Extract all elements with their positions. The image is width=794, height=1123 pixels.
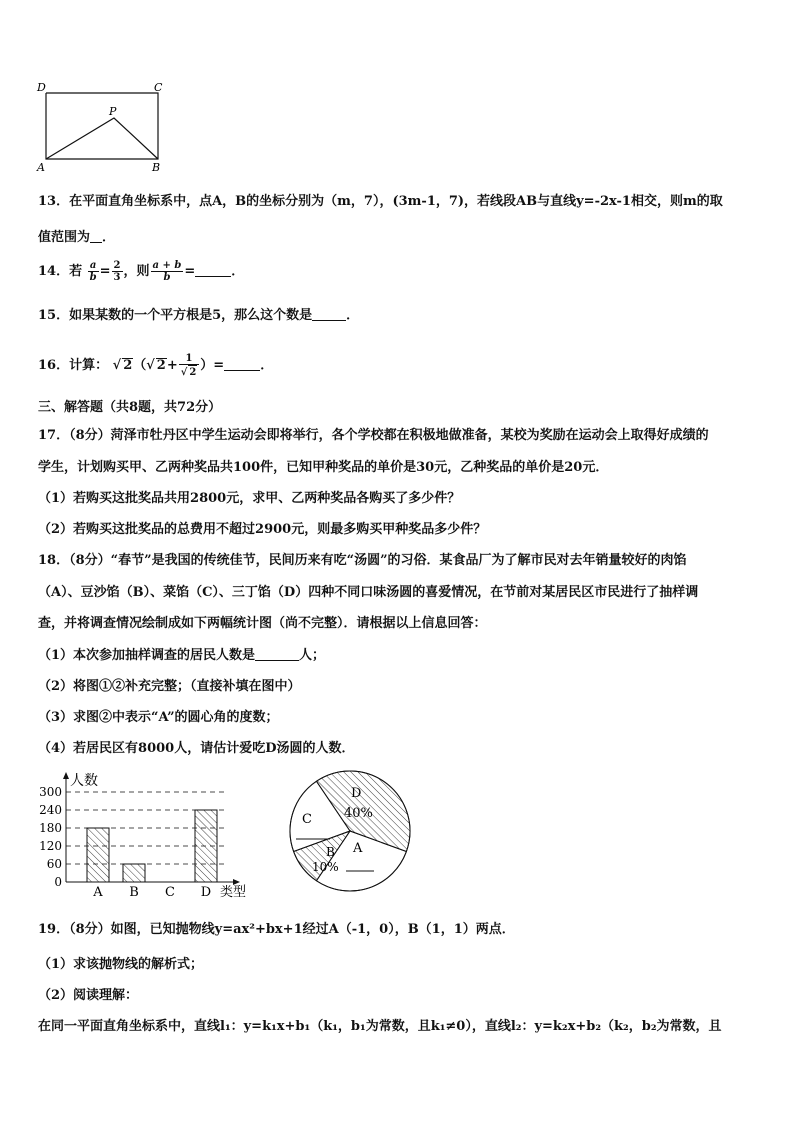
- question-18-part3: （3）求图②中表示“A”的圆心角的度数；: [38, 710, 279, 725]
- slice-a-label: A: [353, 841, 363, 856]
- question-14: 14．若 $\frac{a}{b}$ = $\frac{2}{3}$ ，则 $\frac{a + b}{b}$ = ．: [38, 260, 245, 283]
- y-axis-arrow: [63, 772, 69, 779]
- bar-b: [123, 864, 145, 882]
- x-tick-label: A: [93, 885, 103, 900]
- fraction-1-over-sqrt2: $\frac{1}{√ 2}$: [179, 353, 200, 379]
- question-number: 16．: [38, 358, 70, 373]
- rectangle-figure: [34, 78, 174, 174]
- answer-blank: [255, 648, 299, 661]
- pie-chart: [286, 764, 416, 898]
- answer-blank: [224, 358, 260, 371]
- slice-b-label: B: [326, 845, 335, 859]
- bar-d: [195, 810, 217, 882]
- bar-chart: [36, 770, 256, 900]
- x-tick-label: D: [200, 885, 212, 900]
- question-17: [38, 428, 709, 444]
- section-3-title: 三、解答题（共8题，共72分）: [38, 400, 222, 415]
- vertex-b-label: B: [152, 161, 161, 174]
- y-tick-label: 60: [46, 857, 62, 871]
- sqrt-2: √ 2: [112, 358, 133, 373]
- question-number: 15．: [38, 308, 70, 323]
- question-19-part2: （2）阅读理解：: [38, 988, 139, 1003]
- bar-a: [87, 828, 109, 882]
- point-p-label: P: [109, 105, 117, 118]
- slice-c-label: C: [302, 812, 312, 827]
- question-18-part4: （4）若居民区有8000人，请估计爱吃D汤圆的人数．: [38, 741, 355, 756]
- question-text: （8分）菏泽市牡丹区中学生运动会即将举行，各个学校都在积极地做准备，某校为奖励在运动会上取得好成绩的: [69, 428, 709, 443]
- question-17-part1: （1）若购买这批奖品共用2800元，求甲、乙两种奖品各购买了多少件？: [38, 491, 461, 506]
- question-17-line2: 学生，计划购买甲、乙两种奖品共100件，已知甲种奖品的单价是30元，乙种奖品的单价是20元．: [38, 460, 609, 475]
- question-number: 19．: [38, 922, 70, 937]
- y-tick-label: 240: [39, 803, 62, 817]
- x-axis-label: 类型: [220, 885, 247, 900]
- x-tick-label: C: [165, 885, 175, 900]
- question-text: 如果某数的一个平方根是5，那么这个数是: [69, 308, 313, 323]
- question-13-continued: 值范围为 ．: [38, 230, 116, 245]
- question-19-part1: （1）求该抛物线的解析式；: [38, 957, 204, 972]
- question-number: 18．: [38, 553, 70, 568]
- question-18-part1: （1）本次参加抽样调查的居民人数是 人；: [38, 648, 326, 663]
- fraction-2-over-3: $\frac{2}{3}$: [113, 260, 121, 283]
- question-text: （8分）“春节”是我国的传统佳节，民间历来有吃“汤圆”的习俗．某食品厂为了解市民对去年销量较好的肉馅: [69, 553, 687, 568]
- vertex-d-label: D: [37, 81, 46, 94]
- y-tick-label: 120: [39, 839, 62, 853]
- x-tick-label: B: [129, 885, 139, 900]
- question-17-part2: （2）若购买这批奖品的总费用不超过2900元，则最多购买甲种奖品多少件？: [38, 522, 487, 537]
- vertex-c-label: C: [154, 81, 163, 94]
- question-16: 16．计算： √ 2（√ 2+ $\frac{1}{√ 2}$ ）= ．: [38, 348, 273, 384]
- answer-blank: [90, 230, 102, 243]
- sqrt-2-second: √ 2: [146, 358, 166, 373]
- vertex-a-label: A: [37, 161, 45, 174]
- fraction-a-over-b: $\frac{a}{b}$: [89, 260, 97, 283]
- question-18: [38, 553, 687, 569]
- question-number: 17．: [38, 428, 70, 443]
- y-axis-label: 人数: [70, 773, 98, 789]
- question-number: 14．: [38, 264, 70, 279]
- question-number: 13．: [38, 194, 70, 209]
- question-text: 在平面直角坐标系中，点A，B的坐标分别为（m，7），(3m-1，7)，若线段AB与直线y=-2x-1相交，则m的取: [69, 194, 723, 209]
- answer-blank: [312, 308, 346, 321]
- question-19: [38, 922, 515, 938]
- question-18-part2: （2）将图①②补充完整；（直接补填在图中）: [38, 679, 301, 694]
- y-tick-label: 180: [39, 821, 62, 835]
- y-tick-label: 300: [39, 785, 62, 799]
- question-13: [38, 194, 723, 210]
- question-18-line2: （A）、豆沙馅（B）、菜馅（C）、三丁馅（D）四种不同口味汤圆的喜爱情况，在节前对某居民区市民进行了抽样调: [38, 585, 699, 600]
- question-text: （8分）如图，已知抛物线y=ax²+bx+1经过A（-1，0），B（1，1）两点．: [69, 922, 515, 937]
- question-19-line2: 在同一平面直角坐标系中，直线l₁：y=k₁x+b₁（k₁，b₁为常数，且k₁≠0），直线l₂：y=k₂x+b₂（k₂，b₂为常数，且: [38, 1019, 722, 1034]
- y-tick-label: 0: [54, 875, 62, 889]
- fraction-a-plus-b-over-b: $\frac{a + b}{b}$: [152, 260, 182, 283]
- question-15: 15．如果某数的一个平方根是5，那么这个数是 ．: [38, 308, 360, 323]
- answer-blank: [195, 264, 231, 277]
- question-text: 值范围为: [38, 230, 91, 245]
- slice-b-percent: 10%: [312, 860, 339, 874]
- question-18-line3: 查，并将调查情况绘制成如下两幅统计图（尚不完整）．请根据以上信息回答：: [38, 616, 487, 631]
- slice-d-percent: 40%: [344, 806, 373, 821]
- slice-d-label: D: [351, 786, 362, 801]
